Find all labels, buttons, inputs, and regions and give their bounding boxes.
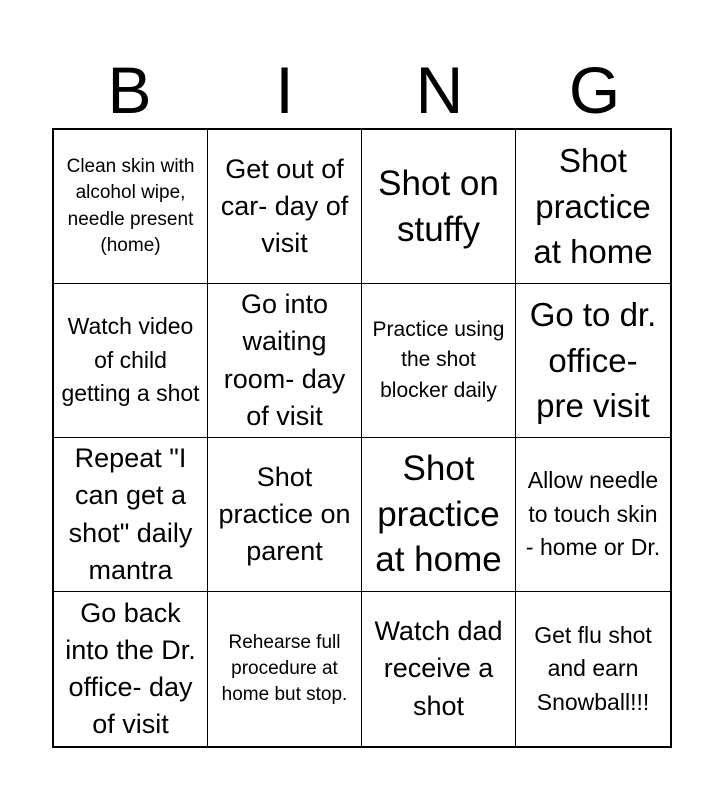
bingo-cell[interactable] bbox=[208, 284, 362, 438]
bingo-cell-text: Get out of car- day of visit bbox=[220, 153, 349, 259]
bingo-cell[interactable] bbox=[362, 592, 516, 746]
header-letter-n: N bbox=[415, 53, 464, 127]
bingo-cell-text: Clean skin with alcohol wipe, needle present (home) bbox=[66, 156, 195, 256]
header-letter-g: G bbox=[568, 53, 621, 127]
bingo-board bbox=[52, 128, 672, 748]
header-letter-i: I bbox=[275, 53, 294, 127]
bingo-cell-text: Go back into the Dr. office- day of visit bbox=[65, 597, 196, 740]
bingo-cell-text: Shot practice on parent bbox=[218, 461, 351, 567]
bingo-cell[interactable] bbox=[516, 130, 670, 284]
bingo-cell[interactable] bbox=[208, 592, 362, 746]
bingo-cell-text: Rehearse full procedure at home but stop. bbox=[221, 631, 348, 706]
bingo-cell-text: Shot practice at home bbox=[533, 142, 653, 271]
bingo-cell-text: Go to dr. office- pre visit bbox=[529, 296, 657, 425]
bingo-cell[interactable] bbox=[54, 592, 208, 746]
bingo-cell[interactable] bbox=[362, 284, 516, 438]
bingo-cell[interactable] bbox=[208, 438, 362, 592]
bingo-cell-text: Get flu shot and earn Snowball!!! bbox=[534, 621, 652, 715]
bingo-cell[interactable] bbox=[516, 592, 670, 746]
bingo-cell-text: Allow needle to touch skin - home or Dr. bbox=[525, 467, 661, 561]
bingo-cell-text: Watch dad receive a shot bbox=[374, 616, 503, 721]
bingo-cell[interactable] bbox=[362, 438, 516, 592]
bingo-cell-text: Shot on stuffy bbox=[378, 164, 499, 249]
bingo-cell[interactable] bbox=[516, 438, 670, 592]
bingo-cell[interactable] bbox=[54, 284, 208, 438]
bingo-cell[interactable] bbox=[54, 438, 208, 592]
bingo-cell-text: Watch video of child getting a shot bbox=[61, 313, 200, 407]
bingo-cell[interactable] bbox=[54, 130, 208, 284]
bingo-cell-text: Go into waiting room- day of visit bbox=[223, 289, 346, 431]
bingo-cell[interactable] bbox=[362, 130, 516, 284]
bingo-cell[interactable] bbox=[516, 284, 670, 438]
bingo-cell-text: Repeat "I can get a shot" daily mantra bbox=[68, 443, 193, 585]
bingo-header bbox=[52, 52, 672, 128]
header-letter-b: B bbox=[107, 53, 152, 127]
bingo-cell-text: Shot practice at home bbox=[375, 449, 502, 580]
bingo-cell[interactable] bbox=[208, 130, 362, 284]
bingo-cell-text: Practice using the shot blocker daily bbox=[372, 317, 505, 402]
